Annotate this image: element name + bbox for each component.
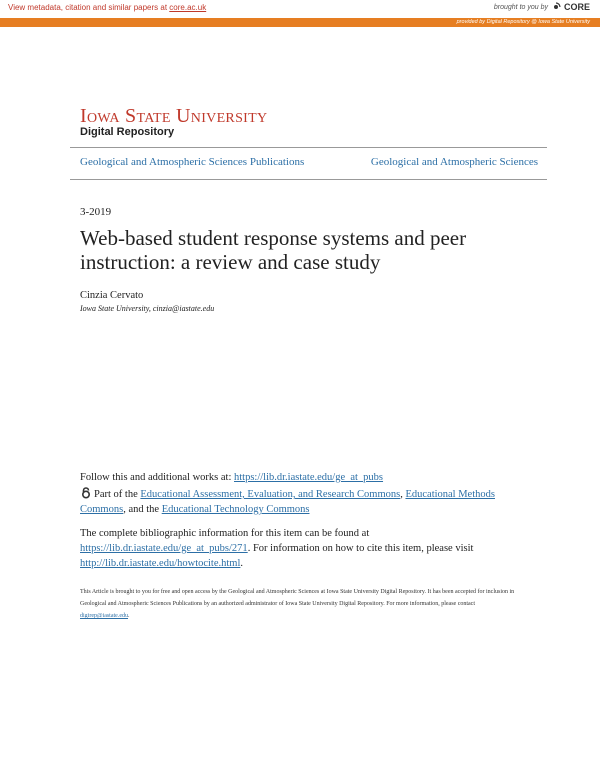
commons-link-methods[interactable]: Educational Methods Commons: [80, 489, 495, 515]
collection-link[interactable]: Geological and Atmospheric Sciences Publications: [80, 156, 305, 168]
divider-top: [70, 147, 547, 148]
publication-date: 3-2019: [80, 206, 112, 218]
commons-link-technology[interactable]: Educational Technology Commons: [161, 504, 310, 515]
access-notice-text: This Article is brought to you for free and open access by the Geological and Atmospheric Sciences at Iowa State University Digital Repository. It has been accepted for inclusion in Geological and Atmospheric Sciences Publications by an authorized administrator of Iowa State University Digital Repository. For more information, please contact: [80, 589, 515, 607]
contact-email-link[interactable]: digirep@iastate.edu: [80, 613, 129, 619]
biblio-text1: The complete bibliographic information for this item can be found at: [80, 528, 370, 539]
part-of-prefix: Part of the: [94, 489, 141, 500]
access-notice: [80, 586, 520, 622]
core-metadata-notice: [8, 3, 206, 12]
article-title: Web-based student response systems and peer instruction: a review and case study: [80, 226, 467, 274]
howtocite-link[interactable]: http://lib.dr.iastate.edu/howtocite.html: [80, 558, 241, 569]
core-logo[interactable]: CORE: [563, 2, 590, 12]
part-of-sep1: ,: [400, 489, 406, 500]
university-name: Iowa State University: [80, 105, 268, 127]
follow-text: Follow this and additional works at:: [80, 472, 234, 483]
repository-name: Digital Repository: [80, 126, 175, 138]
core-link[interactable]: core.ac.uk: [169, 3, 207, 12]
part-of-sep2: , and the: [123, 504, 162, 515]
core-branding: [494, 2, 590, 12]
commons-link-assessment[interactable]: Educational Assessment, Evaluation, and Research Commons: [140, 489, 401, 500]
author-name: Cinzia Cervato: [80, 290, 144, 301]
isu-logo[interactable]: [80, 105, 268, 138]
collection-url-link[interactable]: https://lib.dr.iastate.edu/ge_at_pubs: [234, 472, 384, 483]
author-affiliation: Iowa State University, cinzia@iastate.edu: [80, 304, 215, 313]
part-of-commons: [80, 487, 540, 517]
access-notice-end: .: [128, 613, 130, 619]
item-url-link[interactable]: https://lib.dr.iastate.edu/ge_at_pubs/271: [80, 543, 248, 554]
biblio-text2: . For information on how to cite this item, please visit: [247, 543, 474, 554]
core-icon: [551, 2, 561, 12]
bibliographic-info: [80, 526, 540, 571]
provider-bar: [0, 18, 600, 27]
brought-to-you-text: brought to you by: [493, 3, 548, 11]
divider-bottom: [70, 179, 547, 180]
follow-line: [80, 472, 383, 483]
open-access-icon: [80, 487, 92, 499]
biblio-text3: .: [240, 558, 244, 569]
provider-text: provided by Digital Repository @ Iowa State University: [456, 19, 590, 25]
department-link[interactable]: Geological and Atmospheric Sciences: [370, 156, 538, 168]
core-top-bar: [0, 0, 600, 18]
core-metadata-text: View metadata, citation and similar papers at: [8, 3, 170, 12]
